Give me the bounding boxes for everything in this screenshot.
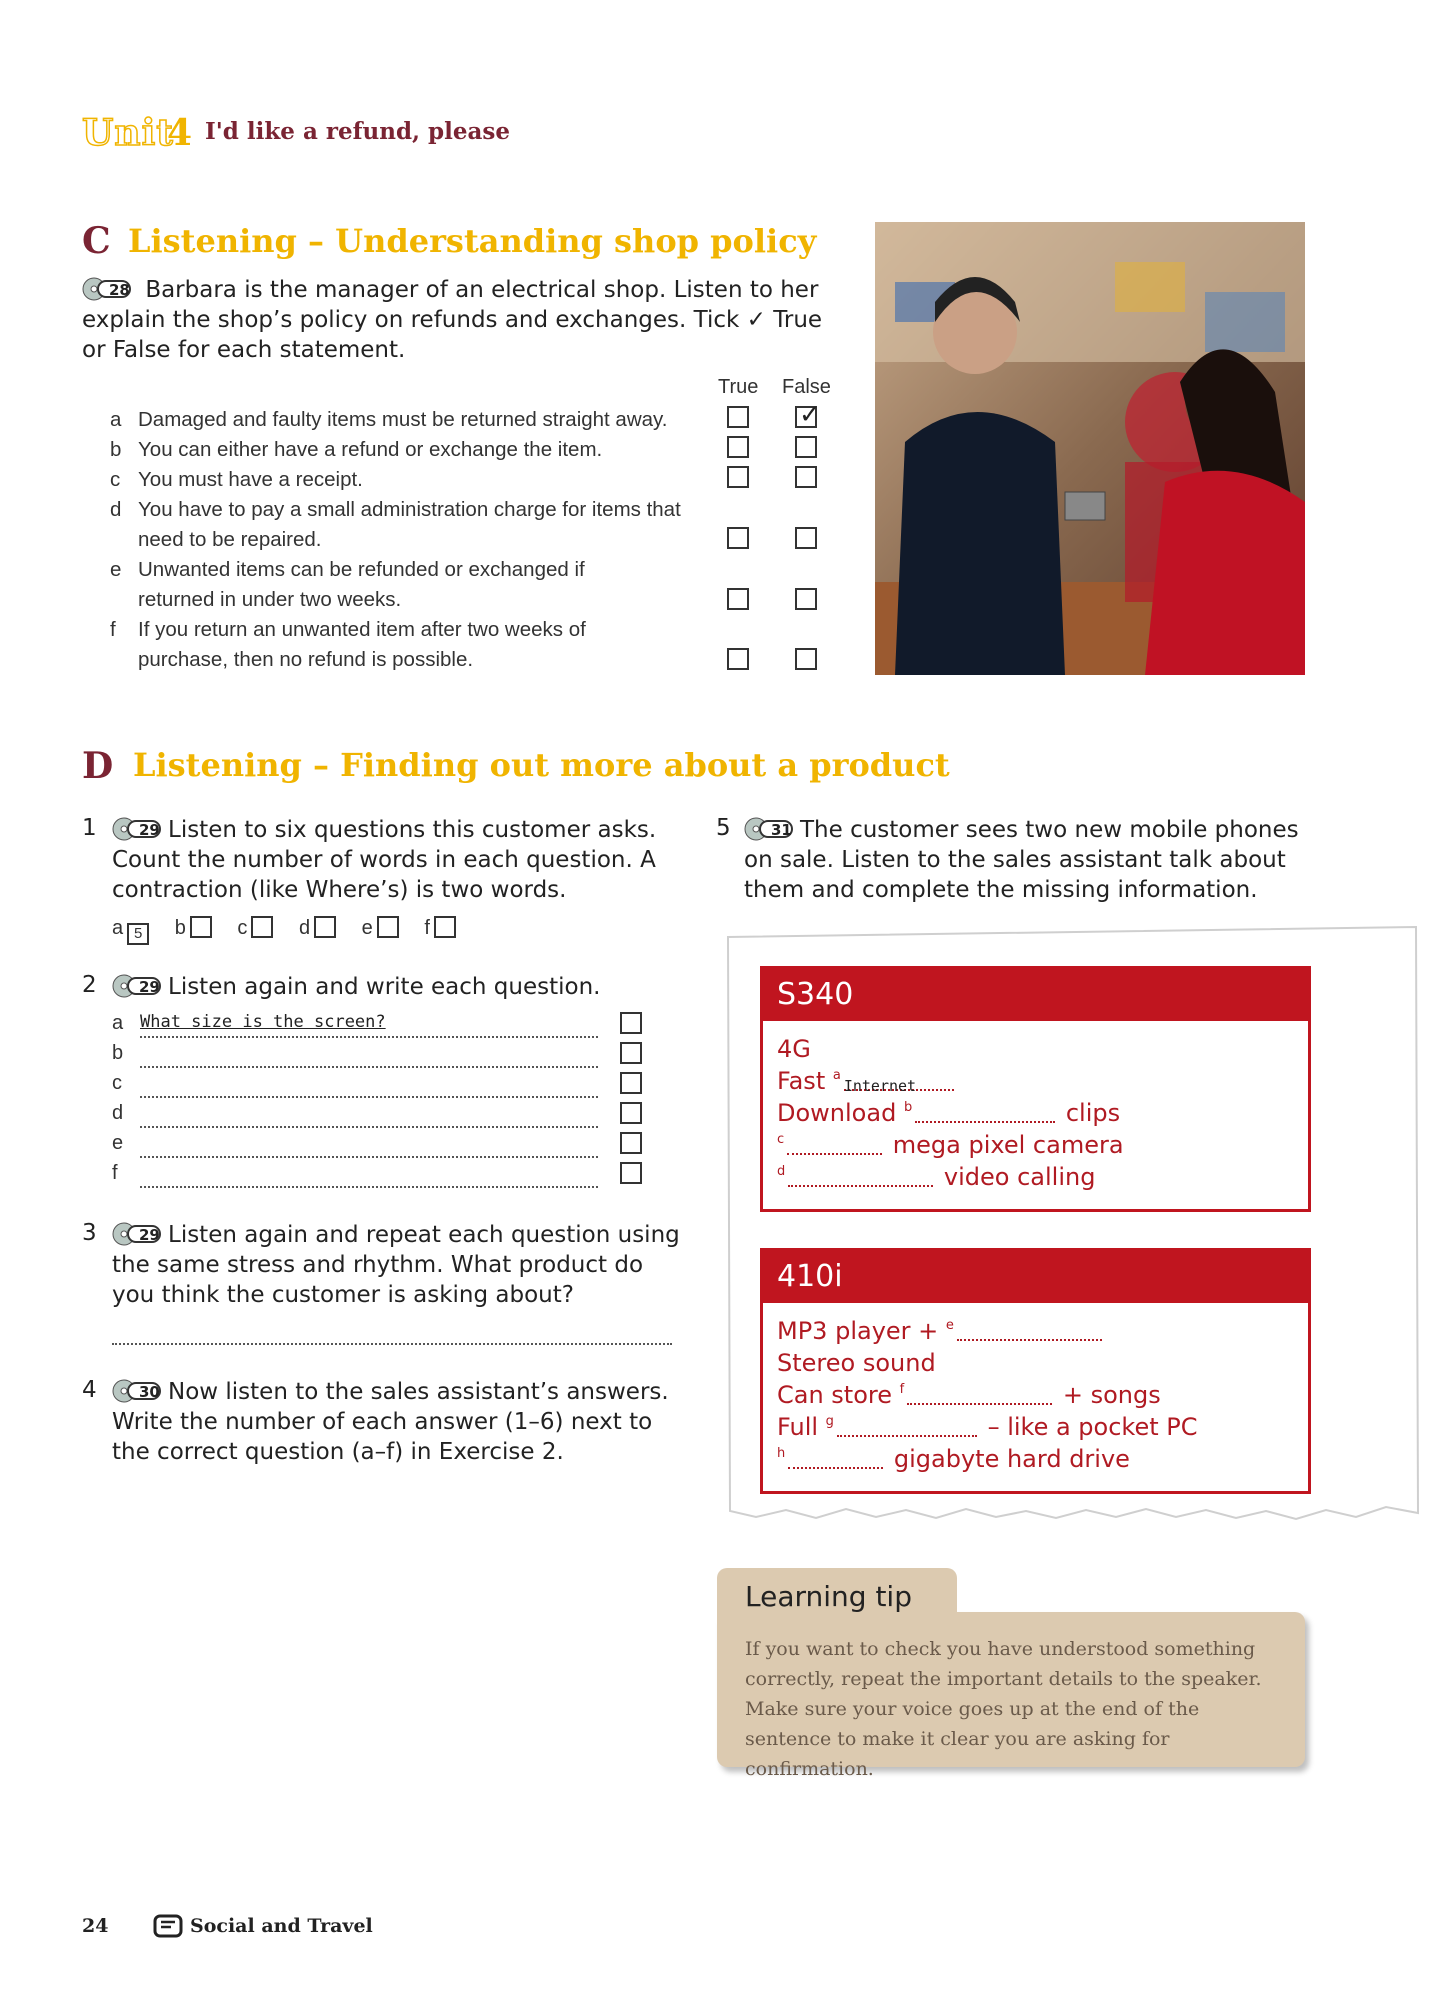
exercise-5-text xyxy=(744,815,1324,905)
spec-text: gigabyte hard drive xyxy=(886,1445,1130,1473)
learning-tip-text: If you want to check you have understood something correctly, repeat the important details to the speaker. Make sure your voice goes up at the end of the sentence to make it clear you are asking for confirmation. xyxy=(745,1638,1262,1780)
true-checkbox-e[interactable] xyxy=(727,588,749,610)
cd-track-number: 31 xyxy=(771,821,792,839)
statement-letter: f xyxy=(110,618,116,641)
cd-track-number: 29 xyxy=(139,821,160,839)
spec-line xyxy=(777,1035,811,1063)
answer-letter: b xyxy=(174,917,186,939)
exercise-3-instruction: Listen again and repeat each question using the same stress and rhythm. What product do you think the customer is asking about? xyxy=(112,1222,680,1308)
spec-line xyxy=(777,1099,1120,1127)
line-letter-b: b xyxy=(112,1042,124,1064)
answer-letter: f xyxy=(424,917,430,939)
match-box-d[interactable] xyxy=(620,1102,642,1124)
true-checkbox-b[interactable] xyxy=(727,436,749,458)
cd-track-number: 29 xyxy=(139,978,160,996)
spec-letter: a xyxy=(832,1068,841,1083)
statement-text: If you return an unwanted item after two weeks of purchase, then no refund is possible. xyxy=(138,618,586,671)
spec-text: MP3 player + xyxy=(777,1317,946,1345)
statement-text: You have to pay a small administration charge for items that need to be repaired. xyxy=(138,498,681,551)
spec-blank-a[interactable] xyxy=(843,1069,954,1095)
word-count-box-b[interactable] xyxy=(190,916,212,938)
cd-track-number: 29 xyxy=(139,1226,160,1244)
line-letter-f: f xyxy=(112,1162,118,1184)
page-number: 24 xyxy=(82,1915,109,1937)
phone-name: S340 xyxy=(763,969,1308,1021)
spec-letter: b xyxy=(903,1100,913,1115)
shop-photo xyxy=(875,222,1305,675)
spec-blank-f[interactable] xyxy=(907,1383,1052,1405)
spec-letter: f xyxy=(899,1382,905,1397)
intro-text: Barbara is the manager of an electrical shop. Listen to her explain the shop’s policy on refunds and exchanges. Tick ✓ True or False for each statement. xyxy=(82,277,823,363)
line-letter-d: d xyxy=(112,1102,124,1124)
section-c-letter: C xyxy=(82,220,111,262)
unit-title: I'd like a refund, please xyxy=(205,118,510,145)
answer-line-b[interactable] xyxy=(140,1066,598,1068)
exercise-5-instruction: The customer sees two new mobile phones on sale. Listen to the sales assistant talk about them and complete the missing information. xyxy=(744,817,1299,903)
line-letter-a: a xyxy=(112,1012,124,1034)
match-box-b[interactable] xyxy=(620,1042,642,1064)
exercise-4-instruction: Now listen to the sales assistant’s answers. Write the number of each answer (1–6) next to the correct question (a–f) in Exercise 2. xyxy=(112,1379,669,1465)
match-box-a[interactable] xyxy=(620,1012,642,1034)
answer-line-a[interactable] xyxy=(140,1036,598,1038)
spec-letter: e xyxy=(945,1318,954,1333)
answer-letter: e xyxy=(361,917,373,939)
false-label: False xyxy=(782,376,831,398)
handwritten-answer: Internet xyxy=(843,1077,917,1095)
match-box-c[interactable] xyxy=(620,1072,642,1094)
false-checkbox-f[interactable] xyxy=(795,648,817,670)
spec-blank-h[interactable] xyxy=(788,1447,883,1469)
match-box-e[interactable] xyxy=(620,1132,642,1154)
spec-text: Can store xyxy=(777,1381,900,1409)
spec-line xyxy=(777,1163,1095,1191)
spec-letter: g xyxy=(825,1414,834,1429)
statement-text: You can either have a refund or exchange the item. xyxy=(138,438,603,461)
spec-text: mega pixel camera xyxy=(885,1131,1124,1159)
statement-letter: e xyxy=(110,558,122,581)
exercise-2-instruction: Listen again and write each question. xyxy=(168,974,601,1000)
exercise-1-number: 1 xyxy=(82,815,97,841)
statement-letter: b xyxy=(110,438,122,461)
spec-text: + songs xyxy=(1055,1381,1161,1409)
spec-text: Fast xyxy=(777,1067,833,1095)
statement-list xyxy=(110,405,810,685)
exercise-1-text xyxy=(112,815,672,905)
exercise-5-number: 5 xyxy=(716,815,731,841)
spec-text: Stereo sound xyxy=(777,1349,936,1377)
false-checkbox-a[interactable] xyxy=(795,406,817,428)
false-checkbox-d[interactable] xyxy=(795,527,817,549)
false-checkbox-e[interactable] xyxy=(795,588,817,610)
spec-letter: h xyxy=(777,1446,786,1461)
statement-text: Unwanted items can be refunded or exchanged if returned in under two weeks. xyxy=(138,558,585,611)
spec-line xyxy=(777,1317,1105,1345)
word-count-answers xyxy=(112,916,456,945)
statement-letter: c xyxy=(110,468,121,491)
true-checkbox-f[interactable] xyxy=(727,648,749,670)
spec-text: clips xyxy=(1058,1099,1121,1127)
exercise-2-text xyxy=(112,972,672,1002)
spec-letter: c xyxy=(777,1132,785,1147)
phone-name: 410i xyxy=(763,1251,1308,1303)
statement-text: You must have a receipt. xyxy=(138,468,363,491)
answer-letter: a xyxy=(112,917,124,939)
handwritten-answer-a: What size is the screen? xyxy=(140,1012,386,1032)
word-count-box-c[interactable] xyxy=(251,916,273,938)
word-count-box-a[interactable]: 5 xyxy=(127,923,149,945)
cd-track-number: 28 xyxy=(109,281,130,299)
unit-number: 4 xyxy=(167,112,193,154)
true-label: True xyxy=(718,376,759,398)
learning-tip-title: Learning tip xyxy=(745,1580,912,1613)
exercise-3-number: 3 xyxy=(82,1220,97,1246)
exercise-4-text xyxy=(112,1377,682,1467)
exercise-4-number: 4 xyxy=(82,1377,97,1403)
spec-text: video calling xyxy=(936,1163,1096,1191)
statement-letter: d xyxy=(110,498,122,521)
answer-line-f[interactable] xyxy=(140,1186,598,1188)
line-letter-e: e xyxy=(112,1132,124,1154)
true-checkbox-a[interactable] xyxy=(727,406,749,428)
spec-blank-d[interactable] xyxy=(788,1165,933,1187)
section-d-letter: D xyxy=(82,745,114,787)
answer-letter: d xyxy=(298,917,311,939)
product-answer-line[interactable] xyxy=(112,1343,672,1345)
book-title: Social and Travel xyxy=(190,1915,373,1937)
answer-line-c[interactable] xyxy=(140,1096,598,1098)
word-count-box-d[interactable] xyxy=(314,916,336,938)
spec-text: Download xyxy=(777,1099,904,1127)
answer-line-d[interactable] xyxy=(140,1126,598,1128)
phone-card-s340 xyxy=(760,966,1311,1212)
spec-letter: d xyxy=(777,1164,786,1179)
exercise-3-text xyxy=(112,1220,682,1310)
book-icon xyxy=(153,1913,183,1943)
statement-text: Damaged and faulty items must be returned straight away. xyxy=(138,408,668,431)
line-letter-c: c xyxy=(112,1072,122,1094)
cd-track-number: 30 xyxy=(139,1383,160,1401)
phone-card-410i xyxy=(760,1248,1311,1494)
statement-letter: a xyxy=(110,408,122,431)
true-checkbox-d[interactable] xyxy=(727,527,749,549)
unit-label: Unit xyxy=(82,112,174,154)
spec-text: 4G xyxy=(777,1035,811,1063)
section-d-title: Listening – Finding out more about a product xyxy=(133,746,950,784)
match-box-f[interactable] xyxy=(620,1162,642,1184)
answer-letter: c xyxy=(237,917,248,939)
spec-blank-g[interactable] xyxy=(837,1415,977,1437)
spec-line xyxy=(777,1349,936,1377)
spec-blank-b[interactable] xyxy=(915,1101,1055,1123)
section-c-intro xyxy=(82,275,842,365)
spec-line xyxy=(777,1445,1130,1473)
section-c-title: Listening – Understanding shop policy xyxy=(128,222,817,260)
spec-text: – like a pocket PC xyxy=(979,1413,1198,1441)
exercise-2-number: 2 xyxy=(82,972,97,998)
spec-line xyxy=(777,1131,1124,1159)
exercise-1-instruction: Listen to six questions this customer asks. Count the number of words in each question. A contraction (like Where’s) is two words. xyxy=(112,817,657,903)
spec-text: Full xyxy=(777,1413,826,1441)
word-count-box-e[interactable] xyxy=(377,916,399,938)
spec-blank-e[interactable] xyxy=(957,1319,1102,1341)
false-checkbox-c[interactable] xyxy=(795,466,817,488)
spec-blank-c[interactable] xyxy=(787,1133,882,1155)
answer-line-e[interactable] xyxy=(140,1156,598,1158)
false-checkbox-b[interactable] xyxy=(795,436,817,458)
true-checkbox-c[interactable] xyxy=(727,466,749,488)
spec-line xyxy=(777,1381,1161,1409)
word-count-box-f[interactable] xyxy=(434,916,456,938)
spec-line xyxy=(777,1067,957,1095)
spec-line xyxy=(777,1413,1198,1441)
